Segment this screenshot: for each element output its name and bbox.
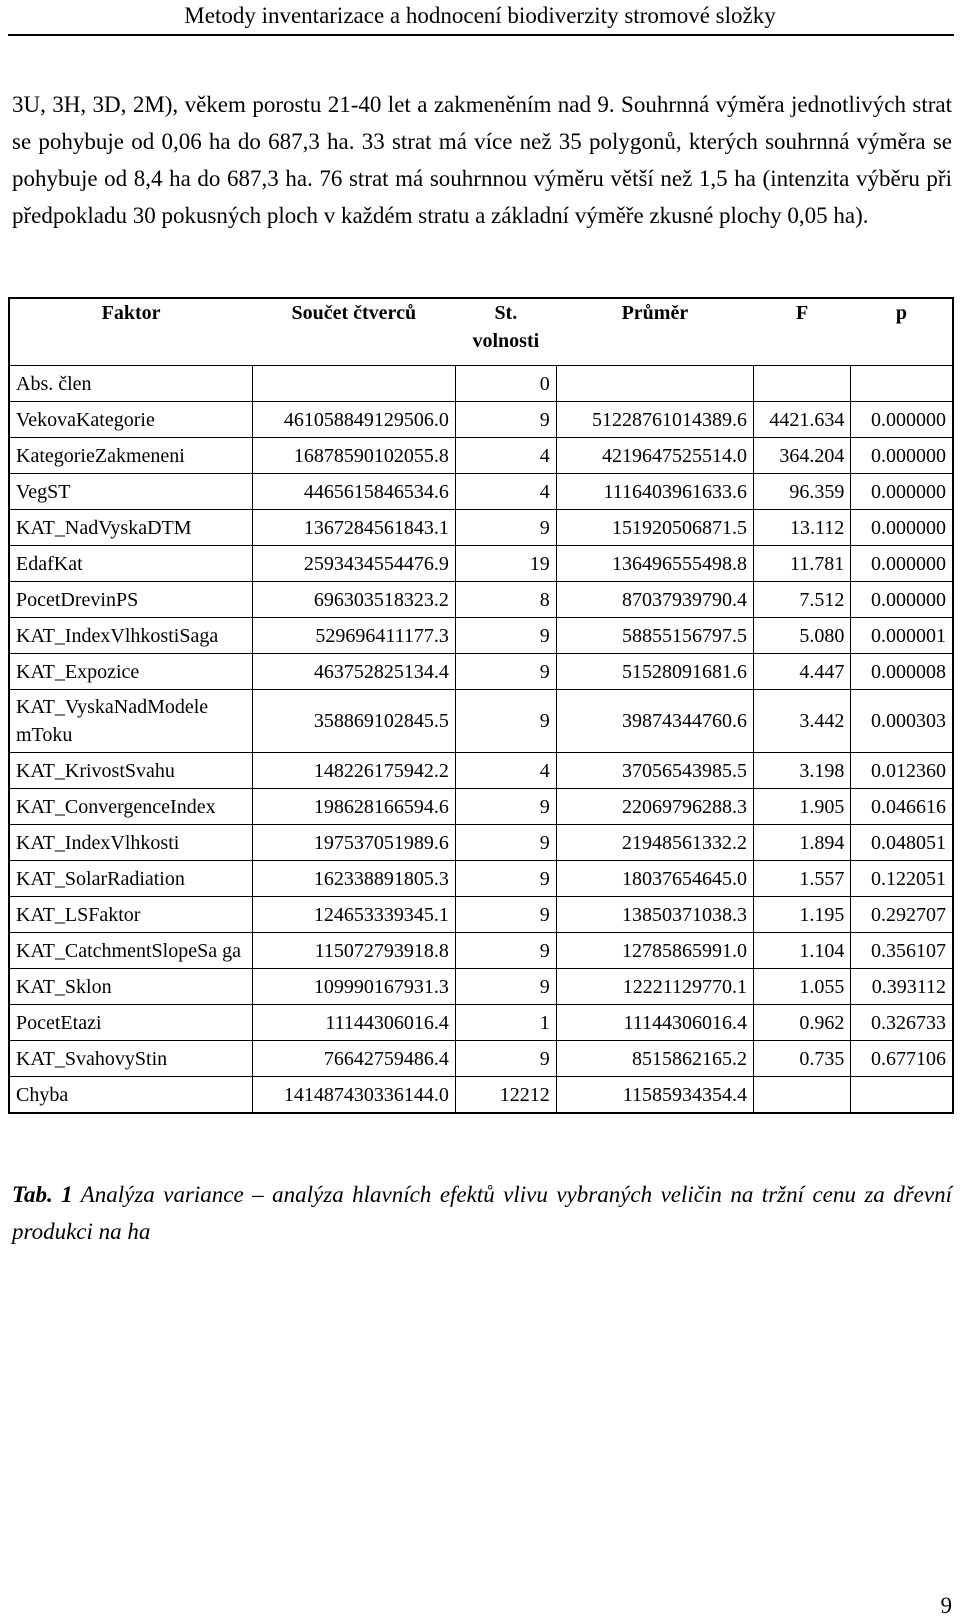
header-f: F	[796, 302, 809, 324]
cell-degrees-of-freedom: 9	[455, 690, 556, 753]
cell-p	[851, 366, 953, 402]
cell-sum-of-squares: 197537051989.6	[252, 825, 455, 861]
cell-degrees-of-freedom: 4	[455, 753, 556, 789]
cell-factor: KAT_ConvergenceIndex	[9, 789, 252, 825]
cell-degrees-of-freedom: 9	[455, 897, 556, 933]
cell-degrees-of-freedom: 9	[455, 654, 556, 690]
cell-p: 0.000008	[851, 654, 953, 690]
table-row	[9, 654, 953, 690]
table-row	[9, 753, 953, 789]
cell-f: 7.512	[754, 582, 851, 618]
cell-sum-of-squares	[252, 366, 455, 402]
cell-p: 0.393112	[851, 969, 953, 1005]
cell-f: 364.204	[754, 438, 851, 474]
cell-factor: EdafKat	[9, 546, 252, 582]
cell-factor: KAT_IndexVlhkosti	[9, 825, 252, 861]
table-row	[9, 897, 953, 933]
cell-f: 1.557	[754, 861, 851, 897]
cell-p: 0.012360	[851, 753, 953, 789]
cell-p: 0.000000	[851, 582, 953, 618]
cell-p: 0.356107	[851, 933, 953, 969]
cell-factor: KAT_Expozice	[9, 654, 252, 690]
cell-factor: KAT_SolarRadiation	[9, 861, 252, 897]
cell-sum-of-squares: 16878590102055.8	[252, 438, 455, 474]
cell-mean: 13850371038.3	[556, 897, 753, 933]
cell-mean: 11144306016.4	[556, 1005, 753, 1041]
cell-f: 4421.634	[754, 402, 851, 438]
cell-sum-of-squares: 529696411177.3	[252, 618, 455, 654]
cell-p: 0.000000	[851, 438, 953, 474]
cell-degrees-of-freedom: 0	[455, 366, 556, 402]
cell-f: 5.080	[754, 618, 851, 654]
cell-mean: 21948561332.2	[556, 825, 753, 861]
cell-factor: KAT_KrivostSvahu	[9, 753, 252, 789]
cell-sum-of-squares: 148226175942.2	[252, 753, 455, 789]
table-row	[9, 789, 953, 825]
cell-mean: 58855156797.5	[556, 618, 753, 654]
header-sum-of-squares: Součet čtverců	[291, 302, 417, 324]
cell-sum-of-squares: 109990167931.3	[252, 969, 455, 1005]
table-header	[9, 298, 953, 366]
table-row	[9, 366, 953, 402]
cell-degrees-of-freedom: 9	[455, 510, 556, 546]
page-number: 9	[940, 1593, 952, 1618]
table-row	[9, 825, 953, 861]
cell-mean: 18037654645.0	[556, 861, 753, 897]
table-row	[9, 438, 953, 474]
table-row	[9, 1005, 953, 1041]
cell-f: 1.905	[754, 789, 851, 825]
cell-factor: KAT_NadVyskaDTM	[9, 510, 252, 546]
cell-sum-of-squares: 162338891805.3	[252, 861, 455, 897]
caption-label: Tab. 1	[12, 1182, 73, 1207]
cell-degrees-of-freedom: 4	[455, 474, 556, 510]
cell-mean: 12221129770.1	[556, 969, 753, 1005]
cell-f: 1.195	[754, 897, 851, 933]
cell-f: 4.447	[754, 654, 851, 690]
cell-factor: KAT_SvahovyStin	[9, 1041, 252, 1077]
header-df-line1: St.	[494, 302, 518, 324]
cell-mean: 51528091681.6	[556, 654, 753, 690]
table-row	[9, 510, 953, 546]
cell-factor: KAT_CatchmentSlopeSa ga	[9, 933, 252, 969]
cell-degrees-of-freedom: 9	[455, 1041, 556, 1077]
header-p: p	[895, 302, 907, 324]
body-paragraph: 3U, 3H, 3D, 2M), věkem porostu 21-40 let a zakmeněním nad 9. Souhrnná výměra jednotlivých strat se pohybuje od 0,06 ha do 687,3 ha. 33 strat má více než 35 polygonů, kterých souhrnná výměra se pohybuje od 8,4 ha do 687,3 ha. 76 strat má souhrnnou výměru větší než 1,5 ha (intenzita výběru při předpokladu 30 pokusných ploch v každém stratu a základní výměře zkusné plochy 0,05 ha).	[12, 92, 952, 228]
cell-degrees-of-freedom: 1	[455, 1005, 556, 1041]
cell-degrees-of-freedom: 4	[455, 438, 556, 474]
cell-p: 0.048051	[851, 825, 953, 861]
cell-factor: PocetDrevinPS	[9, 582, 252, 618]
cell-factor: VegST	[9, 474, 252, 510]
cell-degrees-of-freedom: 9	[455, 933, 556, 969]
cell-f: 1.055	[754, 969, 851, 1005]
caption-text: Analýza variance – analýza hlavních efektů vlivu vybraných veličin na tržní cenu za dřevní produkci na ha	[12, 1182, 952, 1244]
cell-p: 0.000000	[851, 402, 953, 438]
cell-f	[754, 1077, 851, 1114]
cell-factor: Abs. člen	[9, 366, 252, 402]
cell-p: 0.292707	[851, 897, 953, 933]
table-row	[9, 582, 953, 618]
cell-mean: 22069796288.3	[556, 789, 753, 825]
cell-f: 3.198	[754, 753, 851, 789]
cell-sum-of-squares: 141487430336144.0	[252, 1077, 455, 1114]
cell-p: 0.000000	[851, 474, 953, 510]
cell-mean: 12785865991.0	[556, 933, 753, 969]
cell-degrees-of-freedom: 9	[455, 969, 556, 1005]
cell-mean: 4219647525514.0	[556, 438, 753, 474]
cell-sum-of-squares: 11144306016.4	[252, 1005, 455, 1041]
cell-factor: KAT_VyskaNadModele mToku	[9, 690, 252, 753]
cell-sum-of-squares: 76642759486.4	[252, 1041, 455, 1077]
table-row	[9, 969, 953, 1005]
anova-table-container	[8, 297, 954, 1114]
cell-mean: 11585934354.4	[556, 1077, 753, 1114]
cell-mean: 51228761014389.6	[556, 402, 753, 438]
table-row	[9, 690, 953, 753]
cell-f: 0.735	[754, 1041, 851, 1077]
cell-f: 1.894	[754, 825, 851, 861]
cell-sum-of-squares: 4465615846534.6	[252, 474, 455, 510]
cell-degrees-of-freedom: 8	[455, 582, 556, 618]
table-row	[9, 933, 953, 969]
cell-f: 96.359	[754, 474, 851, 510]
cell-sum-of-squares: 696303518323.2	[252, 582, 455, 618]
table-row	[9, 1077, 953, 1114]
cell-factor: KAT_IndexVlhkostiSaga	[9, 618, 252, 654]
cell-factor: KAT_LSFaktor	[9, 897, 252, 933]
cell-mean: 87037939790.4	[556, 582, 753, 618]
cell-f: 11.781	[754, 546, 851, 582]
table-body	[9, 366, 953, 1114]
cell-factor: KategorieZakmeneni	[9, 438, 252, 474]
cell-mean: 8515862165.2	[556, 1041, 753, 1077]
cell-degrees-of-freedom: 19	[455, 546, 556, 582]
cell-p: 0.000303	[851, 690, 953, 753]
header-mean: Průměr	[621, 302, 689, 324]
header-rule	[8, 34, 954, 36]
cell-p: 0.326733	[851, 1005, 953, 1041]
header-factor: Faktor	[101, 302, 161, 324]
header-df-line2: volnosti	[472, 330, 540, 352]
cell-f: 1.104	[754, 933, 851, 969]
table-row	[9, 861, 953, 897]
cell-sum-of-squares: 461058849129506.0	[252, 402, 455, 438]
table-caption	[12, 1176, 952, 1250]
cell-mean: 151920506871.5	[556, 510, 753, 546]
running-header: Metody inventarizace a hodnocení biodiverzity stromové složky	[184, 3, 776, 28]
cell-degrees-of-freedom: 9	[455, 861, 556, 897]
cell-degrees-of-freedom: 9	[455, 618, 556, 654]
cell-p: 0.046616	[851, 789, 953, 825]
cell-p: 0.122051	[851, 861, 953, 897]
cell-mean: 136496555498.8	[556, 546, 753, 582]
cell-sum-of-squares: 1367284561843.1	[252, 510, 455, 546]
table-row	[9, 618, 953, 654]
cell-p: 0.677106	[851, 1041, 953, 1077]
cell-sum-of-squares: 358869102845.5	[252, 690, 455, 753]
table-row	[9, 474, 953, 510]
cell-degrees-of-freedom: 9	[455, 402, 556, 438]
table-header-row	[9, 298, 953, 366]
cell-mean	[556, 366, 753, 402]
cell-f: 13.112	[754, 510, 851, 546]
cell-sum-of-squares: 2593434554476.9	[252, 546, 455, 582]
cell-f	[754, 366, 851, 402]
cell-sum-of-squares: 198628166594.6	[252, 789, 455, 825]
cell-mean: 1116403961633.6	[556, 474, 753, 510]
cell-sum-of-squares: 115072793918.8	[252, 933, 455, 969]
anova-table	[8, 297, 954, 1114]
cell-f: 3.442	[754, 690, 851, 753]
cell-factor: PocetEtazi	[9, 1005, 252, 1041]
cell-factor: VekovaKategorie	[9, 402, 252, 438]
table-row	[9, 1041, 953, 1077]
table-row	[9, 546, 953, 582]
cell-mean: 37056543985.5	[556, 753, 753, 789]
cell-p	[851, 1077, 953, 1114]
cell-sum-of-squares: 124653339345.1	[252, 897, 455, 933]
cell-sum-of-squares: 463752825134.4	[252, 654, 455, 690]
cell-p: 0.000000	[851, 546, 953, 582]
cell-degrees-of-freedom: 9	[455, 825, 556, 861]
cell-p: 0.000001	[851, 618, 953, 654]
table-row	[9, 402, 953, 438]
cell-factor: KAT_Sklon	[9, 969, 252, 1005]
cell-mean: 39874344760.6	[556, 690, 753, 753]
cell-degrees-of-freedom: 12212	[455, 1077, 556, 1114]
header-degrees-of-freedom	[455, 298, 556, 366]
cell-factor: Chyba	[9, 1077, 252, 1114]
cell-degrees-of-freedom: 9	[455, 789, 556, 825]
cell-p: 0.000000	[851, 510, 953, 546]
cell-f: 0.962	[754, 1005, 851, 1041]
